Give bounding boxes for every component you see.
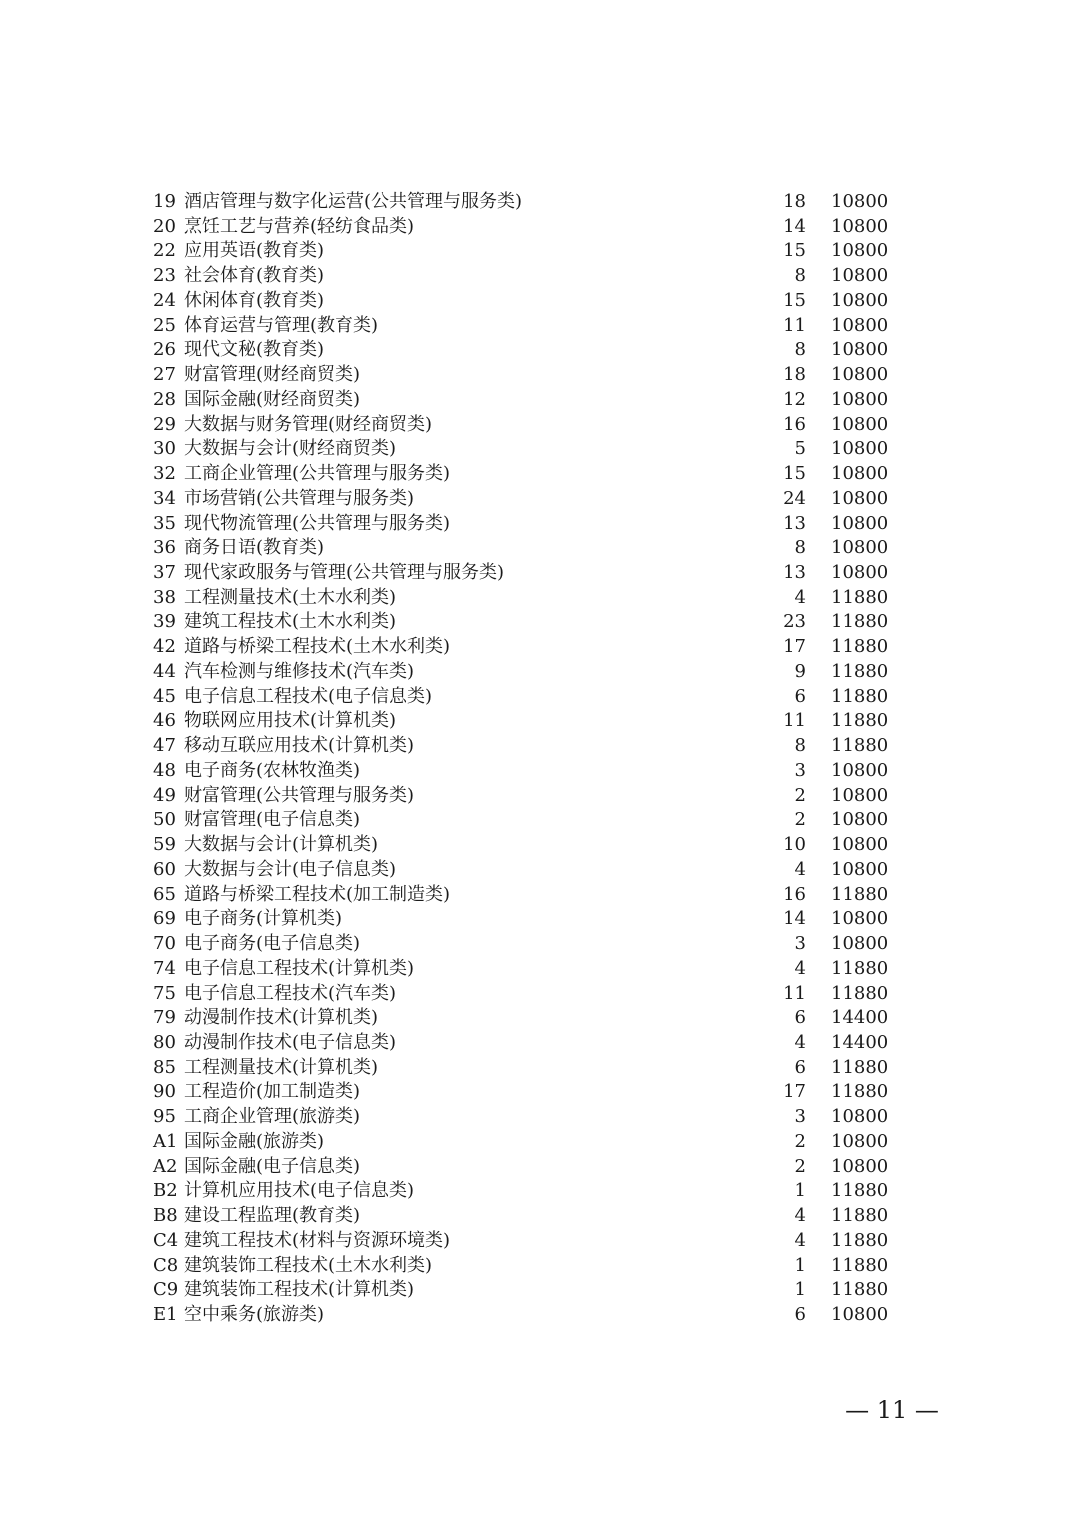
program-name: 建设工程监理(教育类) — [184, 1205, 361, 1227]
list-item — [0, 932, 1080, 957]
list-item — [0, 660, 1080, 685]
tuition-fee: 14400 — [831, 1031, 889, 1053]
program-name: 电子商务(农林牧渔类) — [184, 759, 361, 781]
list-item — [0, 413, 1080, 438]
program-code: 47 — [153, 735, 176, 757]
program-code: 35 — [153, 512, 176, 534]
program-name: 动漫制作技术(电子信息类) — [184, 1031, 397, 1053]
tuition-fee: 10800 — [831, 1130, 889, 1152]
enrollment-count: 8 — [794, 339, 806, 361]
list-item — [0, 1056, 1080, 1081]
list-item — [0, 388, 1080, 413]
enrollment-count: 3 — [794, 1106, 806, 1128]
program-list — [0, 190, 1080, 1328]
program-code: B2 — [153, 1180, 178, 1202]
program-name: 现代文秘(教育类) — [184, 339, 325, 361]
list-item — [0, 1031, 1080, 1056]
program-name: 移动互联应用技术(计算机类) — [184, 735, 415, 757]
tuition-fee: 11880 — [831, 1081, 889, 1103]
list-item — [0, 907, 1080, 932]
program-name: 大数据与财务管理(财经商贸类) — [184, 413, 433, 435]
program-code: 30 — [153, 438, 176, 460]
program-name: 应用英语(教育类) — [184, 240, 325, 262]
program-name: 道路与桥梁工程技术(土木水利类) — [184, 636, 451, 658]
enrollment-count: 18 — [783, 191, 806, 212]
enrollment-count: 15 — [783, 289, 806, 311]
enrollment-count: 15 — [783, 240, 806, 262]
program-code: B8 — [153, 1205, 178, 1227]
program-code: E1 — [153, 1304, 178, 1326]
tuition-fee: 11880 — [831, 611, 889, 633]
enrollment-count: 1 — [794, 1180, 806, 1202]
program-code: 59 — [153, 834, 176, 856]
program-code: C8 — [153, 1254, 179, 1276]
list-item — [0, 1155, 1080, 1180]
enrollment-count: 2 — [794, 809, 806, 831]
program-code: 75 — [153, 982, 176, 1004]
enrollment-count: 6 — [794, 1056, 806, 1078]
program-name: 动漫制作技术(计算机类) — [184, 1007, 379, 1029]
program-code: 85 — [153, 1056, 176, 1078]
enrollment-count: 1 — [794, 1254, 806, 1276]
program-name: 道路与桥梁工程技术(加工制造类) — [184, 883, 451, 905]
program-name: 大数据与会计(财经商贸类) — [184, 438, 397, 460]
list-item — [0, 759, 1080, 784]
enrollment-count: 24 — [783, 487, 806, 509]
tuition-fee: 11880 — [831, 1205, 889, 1227]
enrollment-count: 16 — [783, 883, 806, 905]
program-code: 22 — [153, 240, 176, 262]
program-code: 20 — [153, 215, 176, 237]
program-code: 42 — [153, 636, 176, 658]
enrollment-count: 8 — [794, 537, 806, 559]
tuition-fee: 10800 — [831, 463, 889, 485]
program-name: 工程测量技术(计算机类) — [184, 1056, 379, 1078]
program-code: 38 — [153, 586, 176, 608]
program-code: 50 — [153, 809, 176, 831]
list-item — [0, 215, 1080, 240]
enrollment-count: 23 — [783, 611, 806, 633]
program-code: 95 — [153, 1106, 176, 1128]
tuition-fee: 10800 — [831, 265, 889, 287]
tuition-fee: 11880 — [831, 1254, 889, 1276]
program-name: 休闲体育(教育类) — [184, 289, 325, 311]
enrollment-count: 13 — [783, 562, 806, 584]
program-code: 37 — [153, 562, 176, 584]
tuition-fee: 11880 — [831, 710, 889, 732]
tuition-fee: 11880 — [831, 1180, 889, 1202]
list-item — [0, 1179, 1080, 1204]
tuition-fee: 11880 — [831, 1279, 889, 1301]
program-code: 32 — [153, 463, 176, 485]
list-item — [0, 338, 1080, 363]
tuition-fee: 10800 — [831, 908, 889, 930]
enrollment-count: 15 — [783, 463, 806, 485]
list-item — [0, 833, 1080, 858]
list-item — [0, 1130, 1080, 1155]
enrollment-count: 18 — [783, 364, 806, 386]
tuition-fee: 14400 — [831, 1007, 889, 1029]
program-name: 工商企业管理(公共管理与服务类) — [184, 463, 451, 485]
program-name: 汽车检测与维修技术(汽车类) — [184, 660, 415, 682]
list-item — [0, 1278, 1080, 1303]
enrollment-count: 6 — [794, 685, 806, 707]
list-item — [0, 561, 1080, 586]
tuition-fee: 11880 — [831, 1056, 889, 1078]
enrollment-count: 11 — [783, 982, 806, 1004]
program-name: 国际金融(财经商贸类) — [184, 388, 361, 410]
enrollment-count: 3 — [794, 759, 806, 781]
list-item — [0, 437, 1080, 462]
enrollment-count: 10 — [783, 834, 806, 856]
program-code: 23 — [153, 265, 176, 287]
program-name: 财富管理(公共管理与服务类) — [184, 784, 415, 806]
program-name: 建筑装饰工程技术(土木水利类) — [184, 1254, 433, 1276]
tuition-fee: 11880 — [831, 982, 889, 1004]
program-name: 现代物流管理(公共管理与服务类) — [184, 512, 451, 534]
list-item — [0, 264, 1080, 289]
enrollment-count: 16 — [783, 413, 806, 435]
list-item — [0, 536, 1080, 561]
program-name: 财富管理(电子信息类) — [184, 809, 361, 831]
list-item — [0, 190, 1080, 215]
program-code: 46 — [153, 710, 176, 732]
list-item — [0, 858, 1080, 883]
program-code: 49 — [153, 784, 176, 806]
enrollment-count: 3 — [794, 933, 806, 955]
program-code: A2 — [153, 1155, 178, 1177]
program-code: C9 — [153, 1279, 179, 1301]
enrollment-count: 6 — [794, 1007, 806, 1029]
enrollment-count: 13 — [783, 512, 806, 534]
program-name: 建筑装饰工程技术(计算机类) — [184, 1279, 415, 1301]
tuition-fee: 10800 — [831, 191, 889, 212]
tuition-fee: 10800 — [831, 834, 889, 856]
program-code: 79 — [153, 1007, 176, 1029]
list-item — [0, 734, 1080, 759]
program-name: 工程造价(加工制造类) — [184, 1081, 361, 1103]
tuition-fee: 11880 — [831, 660, 889, 682]
list-item — [0, 1105, 1080, 1130]
program-name: 计算机应用技术(电子信息类) — [184, 1180, 415, 1202]
program-name: 工程测量技术(土木水利类) — [184, 586, 397, 608]
list-item — [0, 957, 1080, 982]
program-name: 建筑工程技术(材料与资源环境类) — [184, 1229, 451, 1251]
list-item — [0, 982, 1080, 1007]
list-item — [0, 808, 1080, 833]
tuition-fee: 10800 — [831, 537, 889, 559]
list-item — [0, 314, 1080, 339]
enrollment-count: 4 — [794, 586, 806, 608]
program-name: 现代家政服务与管理(公共管理与服务类) — [184, 562, 505, 584]
enrollment-count: 4 — [794, 1031, 806, 1053]
enrollment-count: 2 — [794, 784, 806, 806]
list-item — [0, 1303, 1080, 1328]
list-item — [0, 1006, 1080, 1031]
program-name: 烹饪工艺与营养(轻纺食品类) — [184, 215, 415, 237]
tuition-fee: 10800 — [831, 1155, 889, 1177]
program-code: 39 — [153, 611, 176, 633]
tuition-fee: 10800 — [831, 314, 889, 336]
tuition-fee: 10800 — [831, 413, 889, 435]
enrollment-count: 17 — [783, 636, 806, 658]
program-name: 商务日语(教育类) — [184, 537, 325, 559]
program-code: 28 — [153, 388, 176, 410]
tuition-fee: 10800 — [831, 562, 889, 584]
list-item — [0, 363, 1080, 388]
program-code: 90 — [153, 1081, 176, 1103]
tuition-fee: 10800 — [831, 487, 889, 509]
list-item — [0, 1229, 1080, 1254]
program-code: 60 — [153, 858, 176, 880]
list-item — [0, 1204, 1080, 1229]
program-code: C4 — [153, 1229, 179, 1251]
list-item — [0, 1080, 1080, 1105]
list-item — [0, 685, 1080, 710]
program-name: 工商企业管理(旅游类) — [184, 1106, 361, 1128]
program-code: 74 — [153, 957, 176, 979]
program-name: 电子商务(电子信息类) — [184, 933, 361, 955]
program-name: 建筑工程技术(土木水利类) — [184, 611, 397, 633]
enrollment-count: 11 — [783, 710, 806, 732]
program-name: 物联网应用技术(计算机类) — [184, 710, 397, 732]
program-code: 48 — [153, 759, 176, 781]
program-code: 80 — [153, 1031, 176, 1053]
program-code: A1 — [153, 1130, 178, 1152]
program-name: 体育运营与管理(教育类) — [184, 314, 379, 336]
enrollment-count: 5 — [794, 438, 806, 460]
list-item — [0, 635, 1080, 660]
tuition-fee: 11880 — [831, 636, 889, 658]
program-code: 34 — [153, 487, 176, 509]
program-name: 大数据与会计(计算机类) — [184, 834, 379, 856]
program-name: 国际金融(旅游类) — [184, 1130, 325, 1152]
program-name: 市场营销(公共管理与服务类) — [184, 487, 415, 509]
list-item — [0, 239, 1080, 264]
program-name: 电子商务(计算机类) — [184, 908, 343, 930]
list-item — [0, 289, 1080, 314]
program-code: 69 — [153, 908, 176, 930]
program-code: 27 — [153, 364, 176, 386]
program-code: 19 — [153, 191, 176, 212]
list-item — [0, 462, 1080, 487]
program-code: 25 — [153, 314, 176, 336]
tuition-fee: 10800 — [831, 809, 889, 831]
program-code: 44 — [153, 660, 176, 682]
program-name: 电子信息工程技术(汽车类) — [184, 982, 397, 1004]
enrollment-count: 2 — [794, 1130, 806, 1152]
enrollment-count: 17 — [783, 1081, 806, 1103]
list-item — [0, 487, 1080, 512]
tuition-fee: 10800 — [831, 438, 889, 460]
enrollment-count: 2 — [794, 1155, 806, 1177]
page-number: — 11 — — [845, 1396, 939, 1424]
enrollment-count: 4 — [794, 1229, 806, 1251]
tuition-fee: 10800 — [831, 784, 889, 806]
tuition-fee: 10800 — [831, 388, 889, 410]
enrollment-count: 11 — [783, 314, 806, 336]
tuition-fee: 10800 — [831, 759, 889, 781]
program-name: 社会体育(教育类) — [184, 265, 325, 287]
tuition-fee: 10800 — [831, 339, 889, 361]
tuition-fee: 10800 — [831, 289, 889, 311]
tuition-fee: 10800 — [831, 933, 889, 955]
tuition-fee: 11880 — [831, 735, 889, 757]
list-item — [0, 784, 1080, 809]
enrollment-count: 4 — [794, 858, 806, 880]
list-item — [0, 610, 1080, 635]
program-name: 电子信息工程技术(电子信息类) — [184, 685, 433, 707]
enrollment-count: 1 — [794, 1279, 806, 1301]
tuition-fee: 11880 — [831, 883, 889, 905]
list-item — [0, 709, 1080, 734]
enrollment-count: 6 — [794, 1304, 806, 1326]
program-code: 36 — [153, 537, 176, 559]
program-code: 24 — [153, 289, 176, 311]
enrollment-count: 9 — [794, 660, 806, 682]
enrollment-count: 12 — [783, 388, 806, 410]
enrollment-count: 8 — [794, 265, 806, 287]
tuition-fee: 10800 — [831, 215, 889, 237]
program-code: 26 — [153, 339, 176, 361]
program-name: 财富管理(财经商贸类) — [184, 364, 361, 386]
list-item — [0, 512, 1080, 537]
tuition-fee: 10800 — [831, 512, 889, 534]
enrollment-count: 4 — [794, 1205, 806, 1227]
enrollment-count: 14 — [783, 908, 806, 930]
program-code: 45 — [153, 685, 176, 707]
list-item — [0, 883, 1080, 908]
tuition-fee: 10800 — [831, 240, 889, 262]
tuition-fee: 10800 — [831, 1304, 889, 1326]
enrollment-count: 8 — [794, 735, 806, 757]
list-item — [0, 1254, 1080, 1279]
tuition-fee: 10800 — [831, 1106, 889, 1128]
program-code: 65 — [153, 883, 176, 905]
tuition-fee: 11880 — [831, 685, 889, 707]
program-code: 70 — [153, 933, 176, 955]
program-code: 29 — [153, 413, 176, 435]
program-name: 电子信息工程技术(计算机类) — [184, 957, 415, 979]
tuition-fee: 10800 — [831, 858, 889, 880]
program-name: 空中乘务(旅游类) — [184, 1304, 325, 1326]
tuition-fee: 11880 — [831, 586, 889, 608]
tuition-fee: 11880 — [831, 957, 889, 979]
enrollment-count: 4 — [794, 957, 806, 979]
program-name: 国际金融(电子信息类) — [184, 1155, 361, 1177]
list-item — [0, 586, 1080, 611]
program-name: 酒店管理与数字化运营(公共管理与服务类) — [184, 191, 523, 212]
program-name: 大数据与会计(电子信息类) — [184, 858, 397, 880]
tuition-fee: 11880 — [831, 1229, 889, 1251]
enrollment-count: 14 — [783, 215, 806, 237]
tuition-fee: 10800 — [831, 364, 889, 386]
